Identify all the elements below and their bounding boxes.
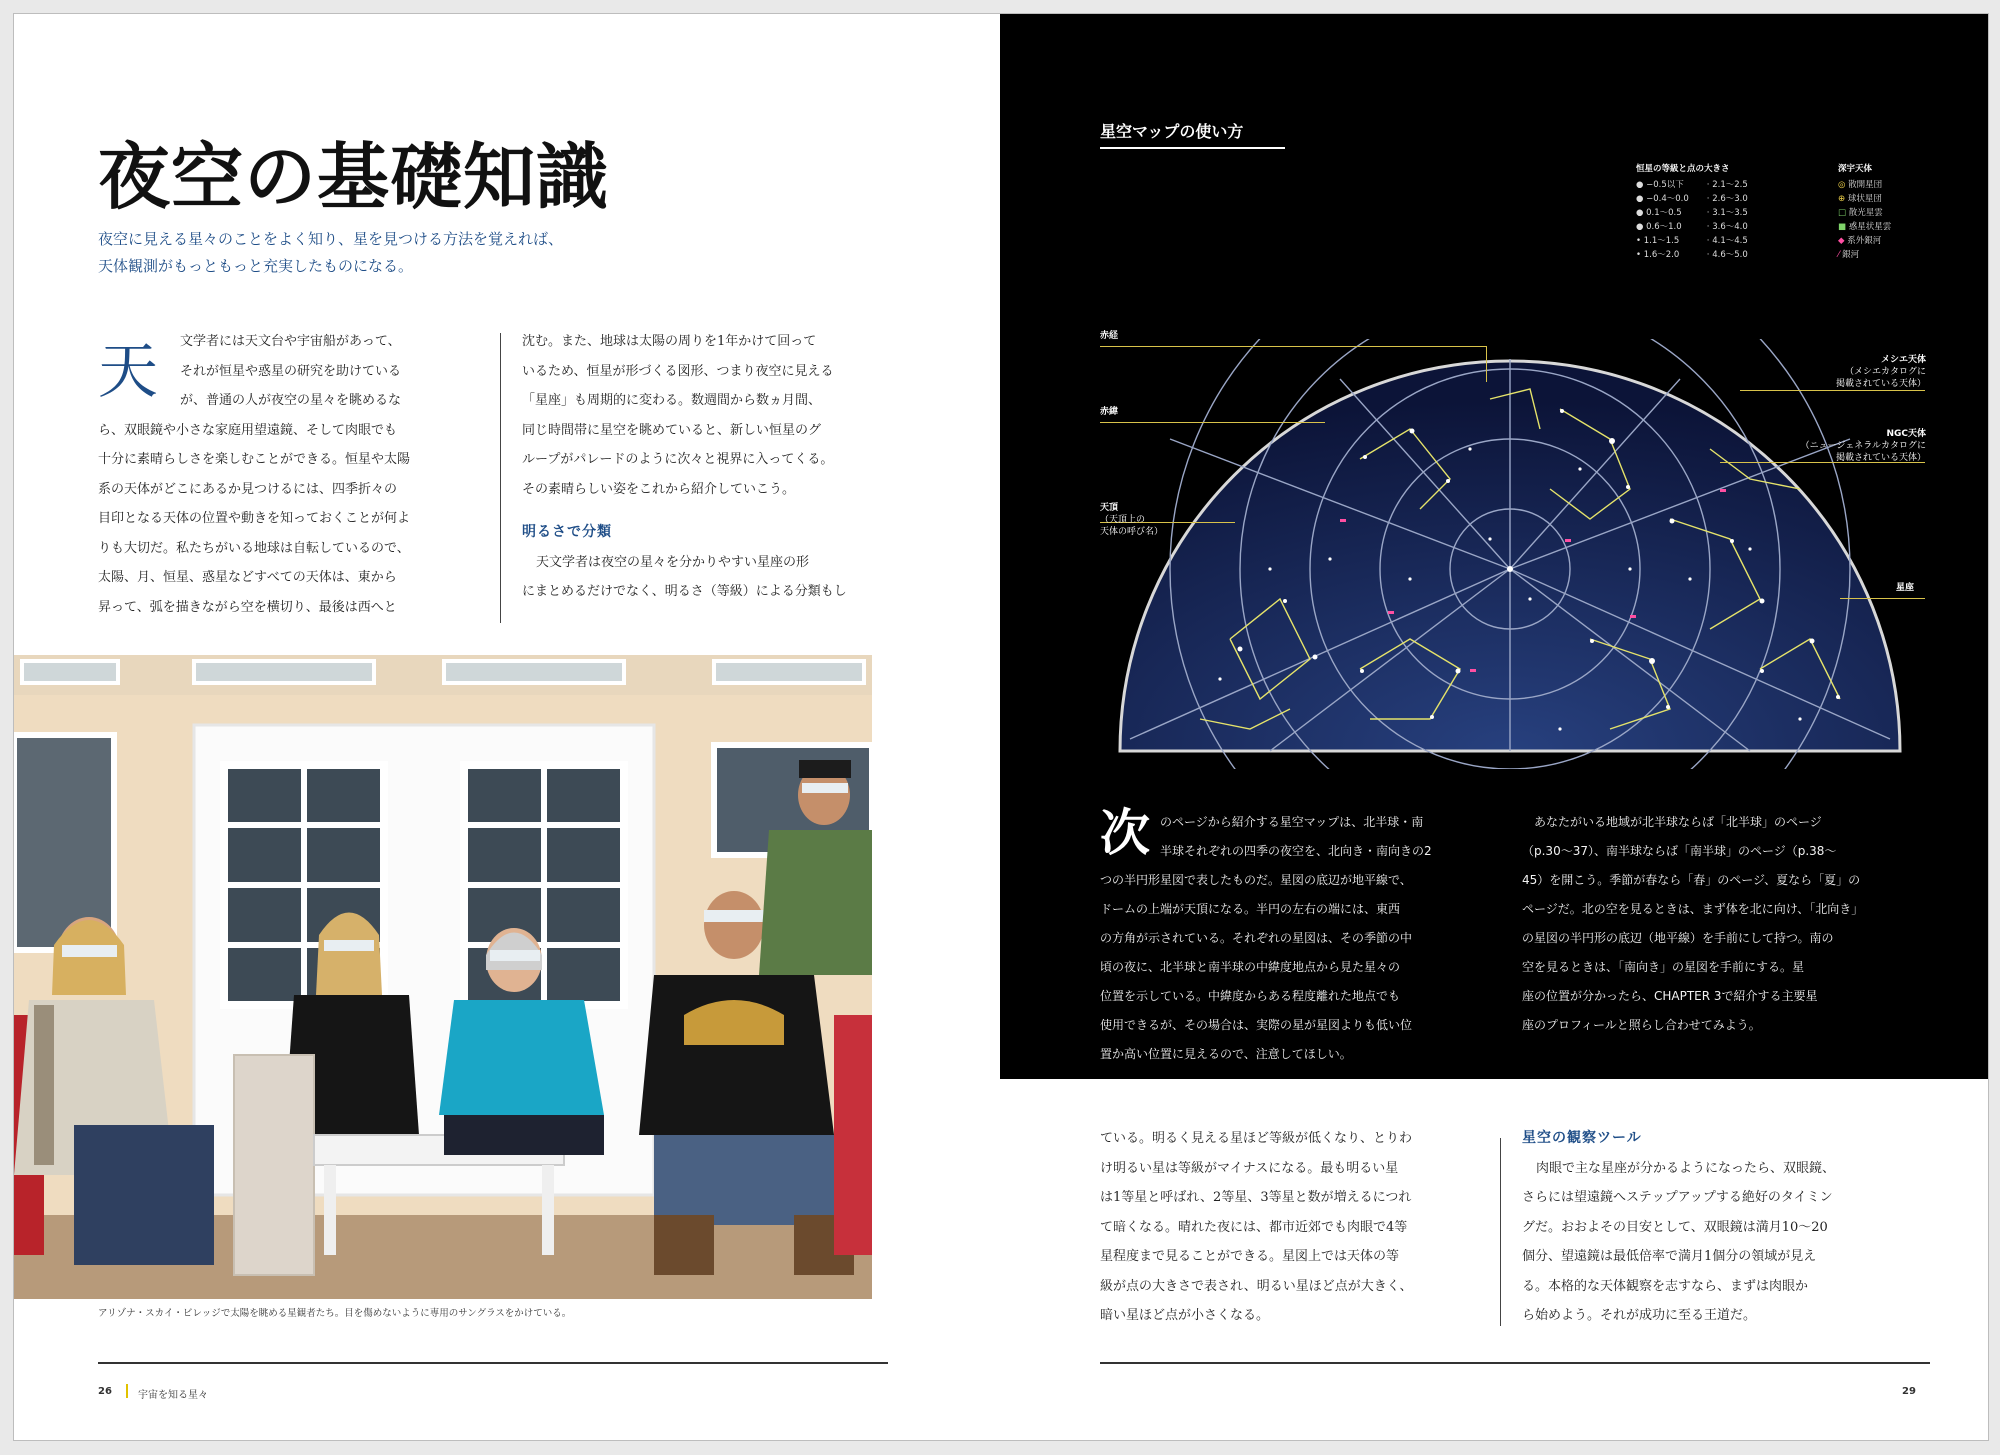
body-line: 半球それぞれの四季の夜空を、北向き・南向きの2 bbox=[1160, 844, 1432, 858]
subheading-brightness: 明るさで分類 bbox=[522, 524, 612, 540]
legend-item: · 2.1〜2.5 bbox=[1706, 180, 1748, 190]
legend-item: · 2.6〜3.0 bbox=[1706, 194, 1748, 204]
callout-line-ra bbox=[1486, 346, 1487, 382]
body-line: りも大切だ。私たちがいる地球は自転しているので、 bbox=[98, 540, 410, 556]
legend-item: · 3.6〜4.0 bbox=[1706, 222, 1748, 232]
body-line: 座のプロフィールと照らし合わせてみよう。 bbox=[1522, 1018, 1761, 1032]
bottom-rule bbox=[98, 1362, 888, 1364]
page-number: 29 bbox=[1902, 1386, 1916, 1397]
legend-item: ● −0.5以下 bbox=[1636, 180, 1684, 190]
bottom-rule bbox=[1100, 1362, 1930, 1364]
body-line: 昇って、弧を描きながら空を横切り、最後は西へと bbox=[98, 599, 397, 615]
body-line: 天文学者は夜空の星々を分かりやすい星座の形 bbox=[536, 554, 810, 570]
dark-column-2 bbox=[1522, 808, 1922, 1040]
dropcap: 天 bbox=[98, 337, 158, 407]
lead-line: 天体観測がもっともっと充実したものになる。 bbox=[98, 257, 414, 275]
label-messier: メシエ天体 （メシエカタログに 掲載されている天体） bbox=[1836, 355, 1927, 389]
legend-item: · 4.6〜5.0 bbox=[1706, 250, 1748, 260]
body-line: 空を見るときは、「南向き」の星図を手前にする。星 bbox=[1522, 960, 1805, 974]
object-legend bbox=[1838, 162, 1891, 262]
body-line: ら始めよう。それが成功に至る王道だ。 bbox=[1522, 1308, 1757, 1323]
magnitude-legend bbox=[1636, 162, 1748, 262]
body-line: 級が点の大きさで表され、明るい星ほど点が大きく、 bbox=[1100, 1278, 1413, 1294]
body-line: 置か高い位置に見えるので、注意してほしい。 bbox=[1100, 1047, 1352, 1061]
howto-title: 星空マップの使い方 bbox=[1100, 122, 1244, 141]
legend-item: ⊕ 球状星団 bbox=[1838, 194, 1882, 204]
label-ngc: NGC天体 （ニュージェネラルカタログに 掲載されている天体） bbox=[1800, 429, 1926, 463]
lower-column-2 bbox=[1522, 1124, 1922, 1331]
photo-caption: アリゾナ・スカイ・ビレッジで太陽を眺める星観者たち。目を傷めないように専用のサングラスをかけている。 bbox=[98, 1308, 572, 1319]
legend-item: • 1.1〜1.5 bbox=[1636, 236, 1680, 246]
label-equator: 天頂 （天頂上の 天体の呼び名） bbox=[1100, 503, 1164, 537]
body-line: の星図の半円形の底辺（地平線）を手前にして持つ。南の bbox=[1522, 931, 1834, 945]
body-line: る。本格的な天体観察を志すなら、まずは肉眼か bbox=[1522, 1278, 1809, 1294]
legend-item: ◎ 散開星団 bbox=[1838, 180, 1883, 190]
callout-line-messier bbox=[1740, 390, 1925, 391]
dropcap: 次 bbox=[1100, 804, 1150, 862]
body-line: ページだ。北の空を見るときは、まず体を北に向け、「北向き」 bbox=[1522, 902, 1864, 916]
callout-line-zenith bbox=[1840, 598, 1925, 599]
magazine-spread bbox=[14, 14, 1988, 1440]
column-divider bbox=[500, 333, 501, 623]
lead-paragraph bbox=[98, 226, 708, 280]
star-map bbox=[1110, 339, 1910, 769]
body-line: 太陽、月、恒星、惑星などすべての天体は、東から bbox=[98, 570, 397, 585]
body-line: 同じ時間帯に星空を眺めていると、新しい恒星のグ bbox=[522, 422, 822, 438]
legend-item: ● 0.6〜1.0 bbox=[1636, 222, 1682, 232]
body-line: 肉眼で主な星座が分かるようになったら、双眼鏡、 bbox=[1536, 1160, 1836, 1176]
legend-item: ⁄ 銀河 bbox=[1838, 250, 1860, 260]
body-line: 個分、望遠鏡は最低倍率で満月1個分の領域が見え bbox=[1522, 1249, 1817, 1264]
column-divider bbox=[1500, 1138, 1501, 1326]
body-column-1 bbox=[98, 327, 480, 622]
body-line: 使用できるが、その場合は、実際の星が星図よりも低い位 bbox=[1100, 1018, 1413, 1032]
howto-underline bbox=[1100, 147, 1285, 149]
body-line: け明るい星は等級がマイナスになる。最も明るい星 bbox=[1100, 1160, 1399, 1176]
body-line: グだ。おおよその目安として、双眼鏡は満月10〜20 bbox=[1522, 1219, 1828, 1235]
legend-item: • 1.6〜2.0 bbox=[1636, 250, 1680, 260]
callout-line-ra bbox=[1100, 346, 1486, 347]
legend-item: · 3.1〜3.5 bbox=[1706, 208, 1748, 218]
body-line: いるため、恒星が形づくる図形、つまり夜空に見える bbox=[522, 363, 834, 379]
body-line: 星程度まで見ることができる。星図上では天体の等 bbox=[1100, 1249, 1400, 1264]
legend-title: 深宇天体 bbox=[1838, 164, 1873, 174]
body-line: 系の天体がどこにあるか見つけるには、四季折々の bbox=[98, 481, 398, 497]
legend-item: ◆ 系外銀河 bbox=[1838, 236, 1882, 246]
page-number: 26 bbox=[98, 1386, 112, 1397]
legend-item: · 4.1〜4.5 bbox=[1706, 236, 1748, 246]
body-line: 頃の夜に、北半球と南半球の中緯度地点から見た星々の bbox=[1100, 960, 1401, 974]
folio-separator bbox=[126, 1384, 128, 1398]
body-line: 座の位置が分かったら、CHAPTER 3で紹介する主要星 bbox=[1522, 989, 1818, 1003]
body-line: 十分に素晴らしさを楽しむことができる。恒星や太陽 bbox=[98, 452, 411, 467]
body-line: （p.30〜37）、南半球ならば「南半球」のページ（p.38〜 bbox=[1522, 844, 1837, 858]
right-page bbox=[1000, 14, 1988, 1440]
body-line: 沈む。また、地球は太陽の周りを1年かけて回って bbox=[522, 334, 817, 349]
lower-column-1 bbox=[1100, 1124, 1485, 1331]
photo-illustration bbox=[14, 655, 872, 1299]
body-line: ループがパレードのように次々と視界に入ってくる。 bbox=[522, 452, 834, 467]
label-declination: 赤緯 bbox=[1100, 407, 1119, 417]
legend-title: 恒星の等級と点の大きさ bbox=[1636, 164, 1730, 174]
subheading-tools: 星空の観察ツール bbox=[1522, 1130, 1642, 1146]
body-line: のページから紹介する星空マップは、北半球・南 bbox=[1160, 815, 1424, 829]
body-line: ている。明るく見える星ほど等級が低くなり、とりわ bbox=[1100, 1131, 1413, 1146]
label-constellation: 星座 bbox=[1896, 583, 1915, 593]
body-line: 「星座」も周期的に変わる。数週間から数ヵ月間、 bbox=[522, 393, 822, 408]
stargazers-photo bbox=[14, 655, 872, 1299]
body-line: 目印となる天体の位置や動きを知っておくことが何よ bbox=[98, 511, 411, 526]
body-line: さらには望遠鏡へステップアップする絶好のタイミン bbox=[1522, 1190, 1833, 1205]
legend-item: □ 散光星雲 bbox=[1838, 208, 1883, 218]
body-line: 暗い星ほど点が小さくなる。 bbox=[1100, 1308, 1270, 1323]
body-line: が、普通の人が夜空の星々を眺めるな bbox=[180, 393, 402, 408]
legend-item: ● −0.4〜0.0 bbox=[1636, 194, 1689, 204]
callout-line-dec bbox=[1100, 422, 1325, 423]
body-column-2 bbox=[522, 327, 887, 607]
body-line: それが恒星や惑星の研究を助けている bbox=[180, 363, 402, 379]
body-line: その素晴らしい姿をこれから紹介していこう。 bbox=[522, 481, 796, 497]
legend-item: ■ 惑星状星雲 bbox=[1838, 222, 1892, 232]
body-line: 位置を示している。中緯度からある程度離れた地点でも bbox=[1100, 989, 1401, 1003]
body-line: あなたがいる地域が北半球ならば「北半球」のページ bbox=[1534, 815, 1822, 829]
left-page bbox=[14, 14, 1000, 1440]
legend-item: ● 0.1〜0.5 bbox=[1636, 208, 1682, 218]
dark-column-1 bbox=[1100, 808, 1490, 1069]
body-line: て暗くなる。晴れた夜には、都市近郊でも肉眼で4等 bbox=[1100, 1219, 1408, 1235]
body-line: にまとめるだけでなく、明るさ（等級）による分類もし bbox=[522, 584, 847, 599]
body-line: つの半円形星図で表したものだ。星図の底辺が地平線で、 bbox=[1100, 873, 1412, 887]
lead-line: 夜空に見える星々のことをよく知り、星を見つける方法を覚えれば、 bbox=[98, 230, 564, 248]
body-line: 45）を開こう。季節が春なら「春」のページ、夏なら「夏」の bbox=[1522, 873, 1861, 887]
folio-section: 宇宙を知る星々 bbox=[138, 1390, 208, 1401]
body-line: は1等星と呼ばれ、2等星、3等星と数が増えるにつれ bbox=[1100, 1190, 1412, 1205]
page-title: 夜空の基礎知識 bbox=[98, 135, 610, 219]
body-line: ら、双眼鏡や小さな家庭用望遠鏡、そして肉眼でも bbox=[98, 422, 398, 438]
label-right-ascension: 赤経 bbox=[1100, 331, 1119, 341]
body-line: ドームの上端が天頂になる。半円の左右の端には、東西 bbox=[1100, 902, 1401, 916]
body-line: 文学者には天文台や宇宙船があって、 bbox=[180, 334, 401, 349]
body-line: の方角が示されている。それぞれの星図は、その季節の中 bbox=[1100, 931, 1413, 945]
